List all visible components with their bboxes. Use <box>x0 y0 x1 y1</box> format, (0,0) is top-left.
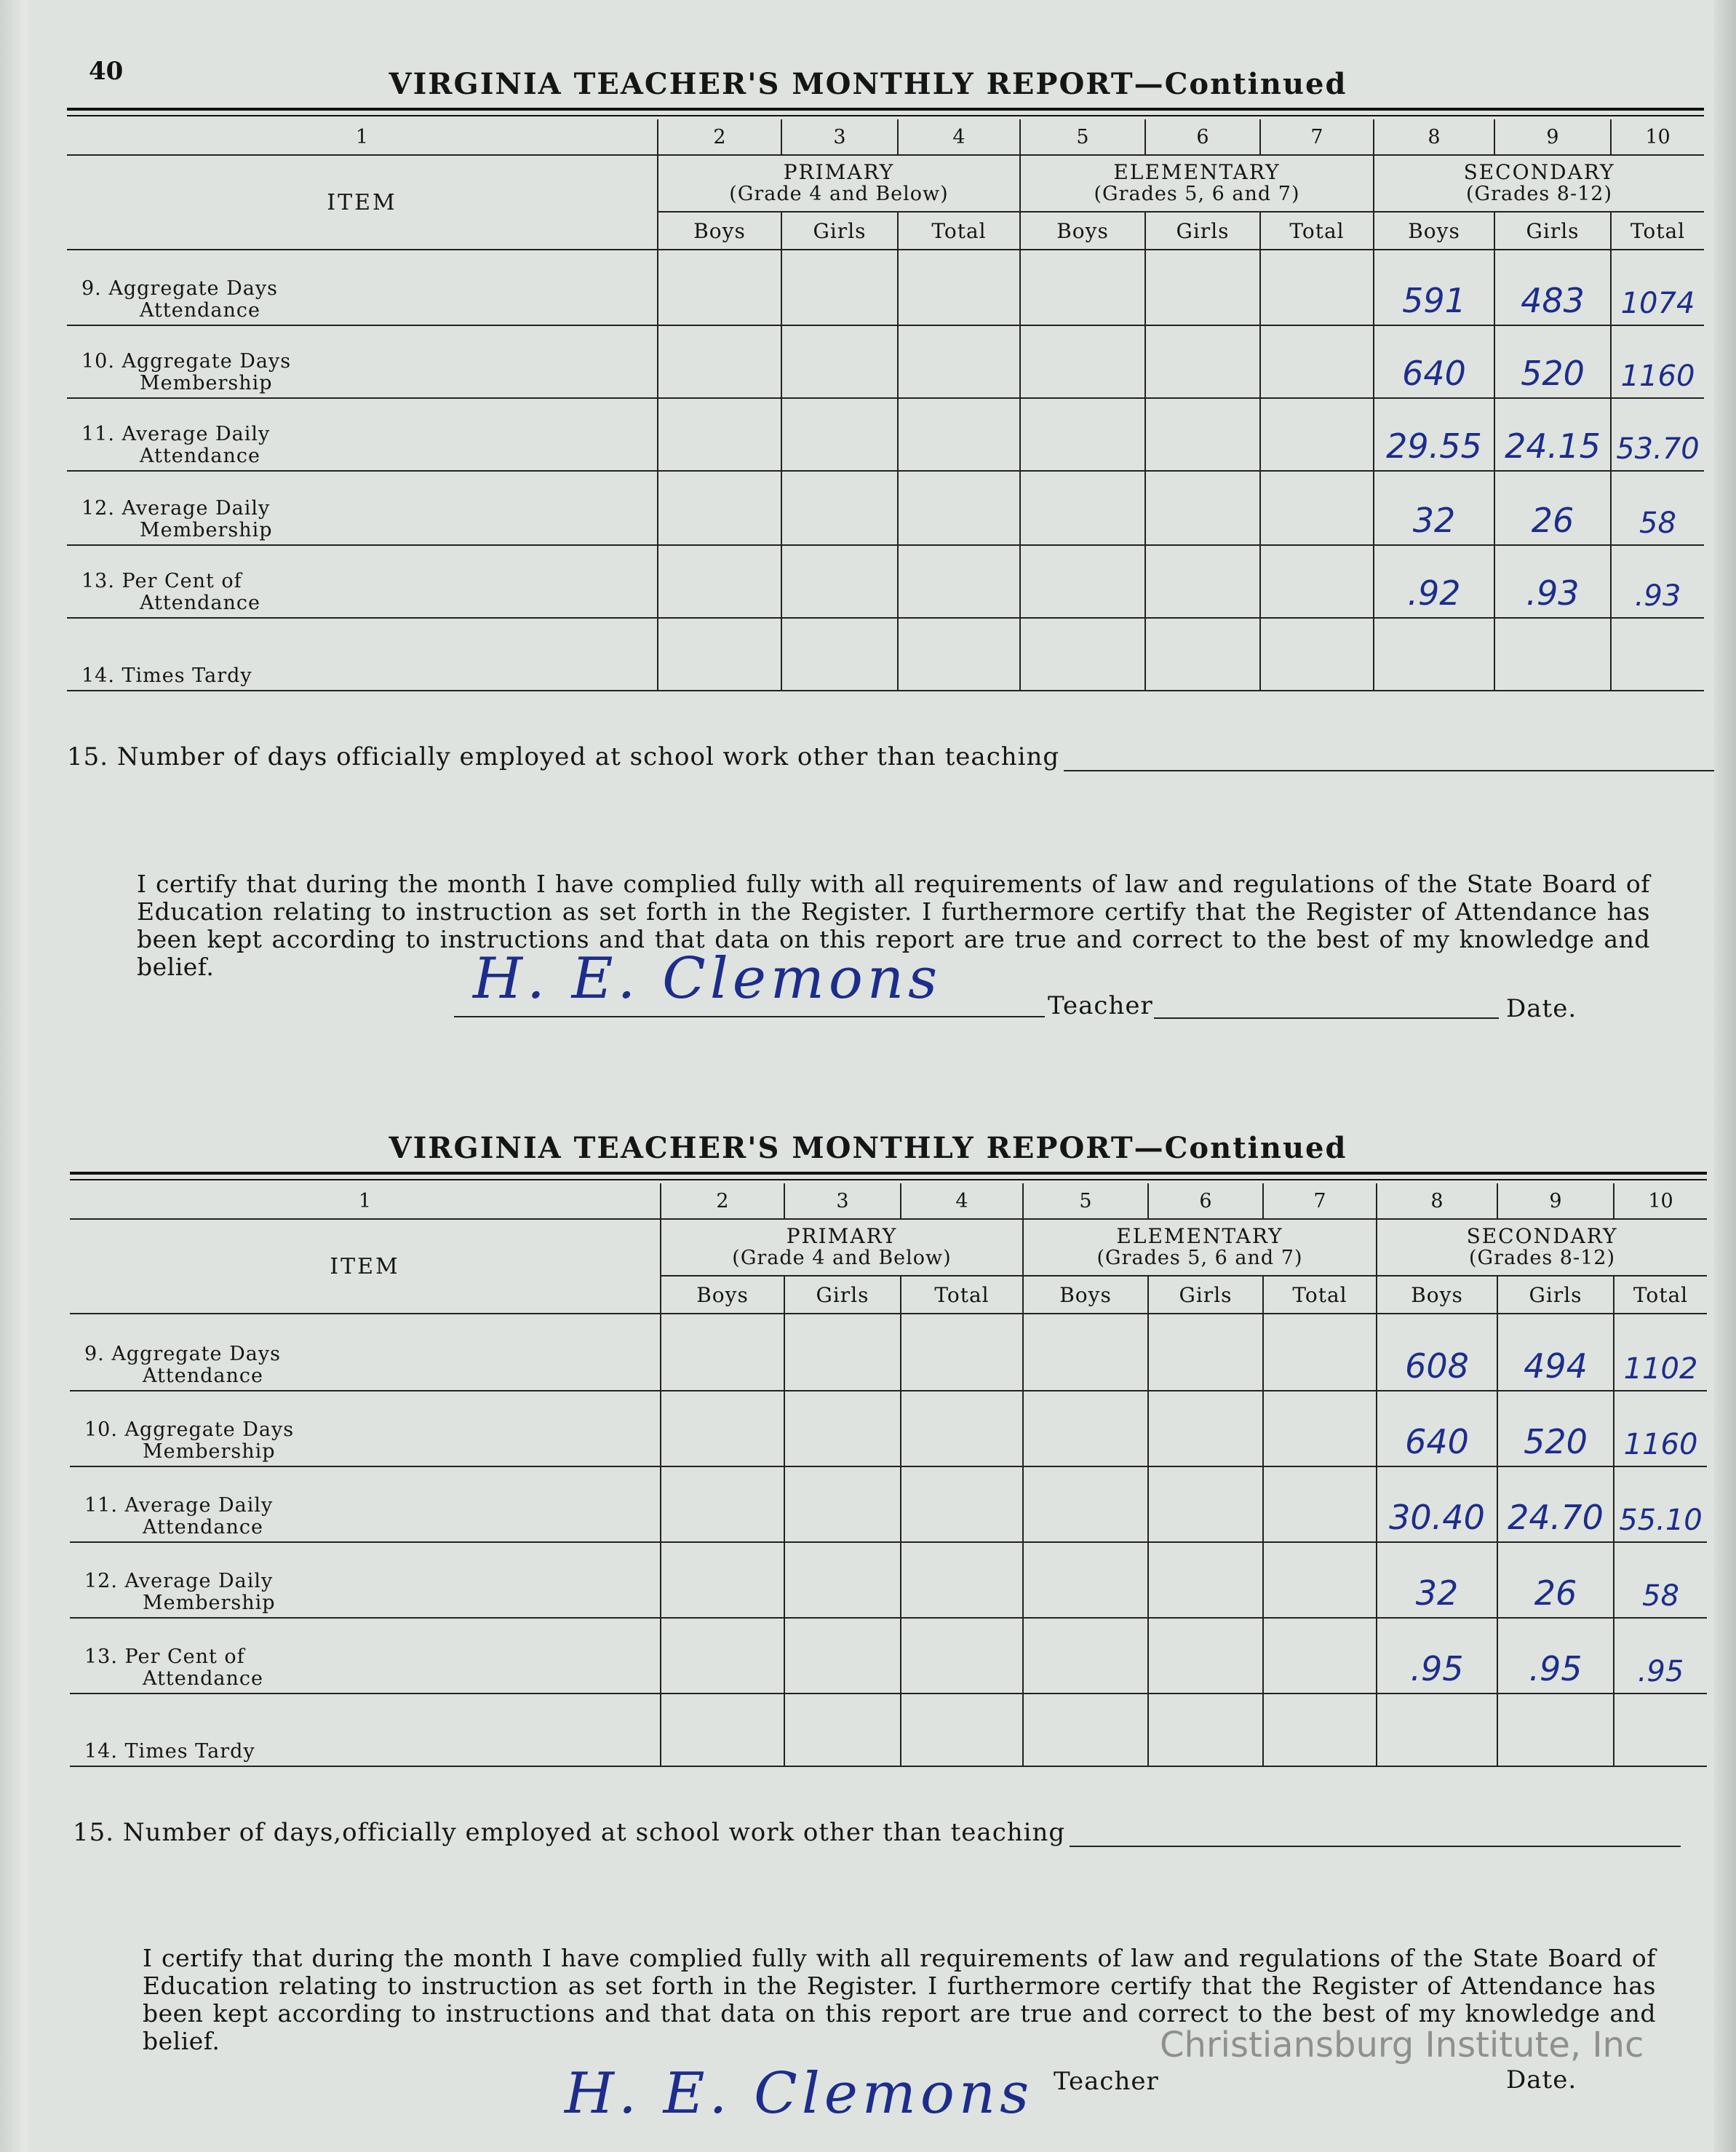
elementary-boys-cell[interactable] <box>1020 471 1145 545</box>
primary-boys-cell[interactable] <box>661 1314 784 1391</box>
report-title-2: VIRGINIA TEACHER'S MONTHLY REPORT—Continued <box>389 1131 1347 1165</box>
primary-boys-cell[interactable] <box>658 325 781 398</box>
elementary-girls-cell[interactable] <box>1145 250 1260 325</box>
secondary-boys-cell[interactable]: 32 <box>1377 1542 1497 1618</box>
table-row <box>70 1391 1707 1466</box>
row-label <box>70 1618 661 1694</box>
col-num-4: 4 <box>901 1183 1023 1219</box>
group-header-row <box>70 1219 1707 1276</box>
report-table-2 <box>70 1183 1707 1767</box>
secondary-girls-cell[interactable]: .93 <box>1494 545 1611 618</box>
secondary-total-header: Total <box>1611 212 1704 250</box>
secondary-total-cell[interactable]: 1160 <box>1614 1391 1707 1466</box>
secondary-total-cell[interactable]: 1160 <box>1611 325 1704 398</box>
elementary-total-cell[interactable] <box>1263 1618 1377 1694</box>
elementary-girls-cell[interactable] <box>1145 471 1260 545</box>
elementary-girls-cell[interactable] <box>1148 1391 1263 1466</box>
elementary-boys-cell[interactable] <box>1023 1466 1148 1542</box>
primary-girls-cell[interactable] <box>781 618 898 691</box>
secondary-total-cell[interactable]: 1102 <box>1614 1314 1707 1391</box>
row-label-line-1: 10. Aggregate Days <box>81 350 292 373</box>
item-header: ITEM <box>67 155 658 250</box>
elementary-total-cell[interactable] <box>1263 1466 1377 1542</box>
table-row <box>70 1466 1707 1542</box>
primary-sub: (Grade 4 and Below) <box>729 183 949 205</box>
primary-total-cell[interactable] <box>901 1466 1023 1542</box>
primary-boys-cell[interactable] <box>661 1542 784 1618</box>
primary-girls-cell[interactable] <box>784 1542 901 1618</box>
secondary-total-cell[interactable]: .95 <box>1614 1618 1707 1694</box>
primary-total-cell[interactable] <box>898 545 1020 618</box>
elementary-girls-cell[interactable] <box>1148 1542 1263 1618</box>
elementary-header <box>1023 1219 1377 1276</box>
teacher-signature-1: H. E. Clemons <box>473 946 942 1012</box>
row-label <box>70 1694 661 1766</box>
elementary-boys-cell[interactable] <box>1020 545 1145 618</box>
table-row <box>70 1314 1707 1391</box>
elementary-boys-cell[interactable] <box>1020 398 1145 471</box>
primary-girls-header: Girls <box>781 212 898 250</box>
secondary-total-cell[interactable]: 53.70 <box>1611 398 1704 471</box>
row-label-line-2: Attendance <box>140 592 260 614</box>
row-label <box>70 1314 661 1391</box>
elementary-total-cell[interactable] <box>1260 250 1374 325</box>
primary-boys-cell[interactable] <box>661 1391 784 1466</box>
primary-girls-cell[interactable] <box>784 1314 901 1391</box>
primary-girls-cell[interactable] <box>781 398 898 471</box>
row-label-line-1: 13. Per Cent of <box>81 570 242 592</box>
row-label <box>67 325 658 398</box>
secondary-boys-cell[interactable]: 640 <box>1374 325 1494 398</box>
primary-girls-header: Girls <box>784 1276 901 1314</box>
primary-total-cell[interactable] <box>901 1694 1023 1766</box>
primary-boys-header: Boys <box>661 1276 784 1314</box>
row-label <box>67 398 658 471</box>
secondary-girls-cell[interactable]: 520 <box>1494 325 1611 398</box>
primary-total-cell[interactable] <box>898 398 1020 471</box>
primary-boys-cell[interactable] <box>661 1694 784 1766</box>
col-num-6: 6 <box>1148 1183 1263 1219</box>
col-num-3: 3 <box>784 1183 901 1219</box>
primary-girls-cell[interactable] <box>784 1618 901 1694</box>
row-label <box>70 1542 661 1618</box>
secondary-girls-cell[interactable]: 494 <box>1497 1314 1614 1391</box>
secondary-sub: (Grades 8-12) <box>1469 1247 1615 1269</box>
col-num-2: 2 <box>658 119 781 155</box>
primary-total-cell[interactable] <box>898 471 1020 545</box>
page-number: 40 <box>89 57 124 86</box>
item-15-text: 15. Number of days officially employed at school work other than teaching <box>67 742 1060 771</box>
secondary-girls-cell[interactable]: 24.15 <box>1494 398 1611 471</box>
elementary-boys-cell[interactable] <box>1023 1542 1148 1618</box>
col-num-10: 10 <box>1611 119 1704 155</box>
table-row <box>67 398 1704 471</box>
elementary-total-header: Total <box>1263 1276 1377 1314</box>
secondary-boys-cell[interactable]: 640 <box>1377 1391 1497 1466</box>
elementary-girls-cell[interactable] <box>1148 1314 1263 1391</box>
row-label-line-1: 12. Average Daily <box>81 497 271 520</box>
col-num-3: 3 <box>781 119 898 155</box>
elementary-girls-cell[interactable] <box>1148 1694 1263 1766</box>
column-number-row <box>67 119 1704 155</box>
secondary-boys-cell[interactable] <box>1377 1694 1497 1766</box>
elementary-boys-header: Boys <box>1020 212 1145 250</box>
item-15-line-1 <box>67 742 1719 771</box>
primary-total-cell[interactable] <box>898 325 1020 398</box>
secondary-total-cell[interactable]: 58 <box>1611 471 1704 545</box>
row-label-line-2: Membership <box>140 372 273 394</box>
primary-girls-cell[interactable] <box>784 1694 901 1766</box>
col-num-1: 1 <box>70 1183 661 1219</box>
row-label-line-2: Membership <box>143 1440 276 1463</box>
row-label <box>67 618 658 691</box>
title-rule-1 <box>67 108 1704 111</box>
teacher-signature-2: H. E. Clemons <box>565 2061 1034 2127</box>
primary-boys-header: Boys <box>658 212 781 250</box>
row-label-line-1: 11. Average Daily <box>81 423 271 445</box>
row-label-line-1: 9. Aggregate Days <box>81 277 278 300</box>
secondary-boys-cell[interactable] <box>1374 618 1494 691</box>
primary-total-cell[interactable] <box>898 618 1020 691</box>
secondary-girls-header: Girls <box>1494 212 1611 250</box>
secondary-girls-cell[interactable]: 483 <box>1494 250 1611 325</box>
primary-boys-cell[interactable] <box>658 250 781 325</box>
elementary-total-cell[interactable] <box>1263 1314 1377 1391</box>
date-label-1: Date. <box>1506 994 1577 1023</box>
elementary-girls-cell[interactable] <box>1145 325 1260 398</box>
elementary-boys-cell[interactable] <box>1020 250 1145 325</box>
col-num-2: 2 <box>661 1183 784 1219</box>
primary-total-cell[interactable] <box>901 1314 1023 1391</box>
col-num-5: 5 <box>1023 1183 1148 1219</box>
col-num-6: 6 <box>1145 119 1260 155</box>
col-num-7: 7 <box>1263 1183 1377 1219</box>
elementary-total-cell[interactable] <box>1260 545 1374 618</box>
secondary-header <box>1377 1219 1707 1276</box>
elementary-total-cell[interactable] <box>1263 1694 1377 1766</box>
elementary-name: ELEMENTARY <box>1116 1224 1283 1248</box>
watermark: Christiansburg Institute, Inc <box>1160 2025 1644 2065</box>
primary-header <box>661 1219 1023 1276</box>
elementary-boys-cell[interactable] <box>1023 1391 1148 1466</box>
row-label <box>67 471 658 545</box>
secondary-girls-cell[interactable]: .95 <box>1497 1618 1614 1694</box>
secondary-boys-header: Boys <box>1374 212 1494 250</box>
row-label <box>67 545 658 618</box>
secondary-total-cell[interactable] <box>1611 618 1704 691</box>
certification-text-2: I certify that during the month I have complied fully with all requirements of law and regulations of the State Board of Education relating to instruction as set forth in the Register. I furthermore certify that the Register of Attendance has been kept according to instructions and that data on this report are true and correct to the best of my knowledge and belief. <box>143 1944 1656 2055</box>
elementary-total-header: Total <box>1260 212 1374 250</box>
secondary-sub: (Grades 8-12) <box>1466 183 1612 205</box>
date-label-2: Date. <box>1506 2065 1577 2095</box>
report-title-1: VIRGINIA TEACHER'S MONTHLY REPORT—Continued <box>389 67 1347 101</box>
secondary-total-header: Total <box>1614 1276 1707 1314</box>
primary-boys-cell[interactable] <box>661 1466 784 1542</box>
row-label-line-2: Attendance <box>143 1667 263 1690</box>
elementary-total-cell[interactable] <box>1263 1391 1377 1466</box>
elementary-girls-cell[interactable] <box>1148 1466 1263 1542</box>
elementary-girls-cell[interactable] <box>1145 398 1260 471</box>
primary-total-header: Total <box>901 1276 1023 1314</box>
row-label <box>70 1391 661 1466</box>
primary-total-cell[interactable] <box>898 250 1020 325</box>
table-row <box>70 1542 1707 1618</box>
signature-line-1 <box>454 1015 1045 1017</box>
title-rule-1b <box>67 115 1704 116</box>
certification-text-1: I certify that during the month I have complied fully with all requirements of law and regulations of the State Board of Education relating to instruction as set forth in the Register. I furthermore certify that the Register of Attendance has been kept according to instructions and that data on this report are true and correct to the best of my knowledge and belief. <box>137 870 1650 981</box>
primary-girls-cell[interactable] <box>781 471 898 545</box>
elementary-girls-cell[interactable] <box>1145 618 1260 691</box>
primary-total-header: Total <box>898 212 1020 250</box>
row-label-line-2: Membership <box>140 519 273 541</box>
table-row <box>67 618 1704 691</box>
elementary-girls-header: Girls <box>1145 212 1260 250</box>
primary-boys-cell[interactable] <box>658 398 781 471</box>
table-row <box>67 471 1704 545</box>
elementary-girls-cell[interactable] <box>1148 1618 1263 1694</box>
table-row <box>70 1618 1707 1694</box>
elementary-boys-header: Boys <box>1023 1276 1148 1314</box>
row-label-line-2: Attendance <box>143 1365 263 1387</box>
table-row <box>67 250 1704 325</box>
secondary-girls-cell[interactable]: 26 <box>1494 471 1611 545</box>
row-label-line-2: Attendance <box>140 299 260 322</box>
primary-name: PRIMARY <box>783 160 895 184</box>
secondary-total-cell[interactable]: .93 <box>1611 545 1704 618</box>
row-label-line-1: 10. Aggregate Days <box>84 1418 295 1441</box>
primary-girls-cell[interactable] <box>781 545 898 618</box>
secondary-total-cell[interactable]: 58 <box>1614 1542 1707 1618</box>
primary-boys-cell[interactable] <box>661 1618 784 1694</box>
primary-boys-cell[interactable] <box>658 618 781 691</box>
elementary-sub: (Grades 5, 6 and 7) <box>1094 183 1300 205</box>
elementary-total-cell[interactable] <box>1260 325 1374 398</box>
secondary-girls-cell[interactable]: 26 <box>1497 1542 1614 1618</box>
secondary-boys-cell[interactable]: 591 <box>1374 250 1494 325</box>
table-row <box>67 325 1704 398</box>
row-label <box>67 250 658 325</box>
col-num-4: 4 <box>898 119 1020 155</box>
secondary-boys-cell[interactable]: 608 <box>1377 1314 1497 1391</box>
elementary-girls-header: Girls <box>1148 1276 1263 1314</box>
primary-girls-cell[interactable] <box>781 250 898 325</box>
elementary-boys-cell[interactable] <box>1023 1618 1148 1694</box>
col-num-7: 7 <box>1260 119 1374 155</box>
title-rule-2 <box>70 1172 1707 1175</box>
elementary-total-cell[interactable] <box>1260 618 1374 691</box>
secondary-girls-cell[interactable] <box>1494 618 1611 691</box>
col-num-8: 8 <box>1374 119 1494 155</box>
elementary-boys-cell[interactable] <box>1020 618 1145 691</box>
secondary-boys-cell[interactable]: .92 <box>1374 545 1494 618</box>
elementary-girls-cell[interactable] <box>1145 545 1260 618</box>
item-15-line-2 <box>73 1818 1681 1847</box>
row-label-line-1: 12. Average Daily <box>84 1570 274 1592</box>
row-label-line-1: 9. Aggregate Days <box>84 1343 281 1365</box>
secondary-boys-header: Boys <box>1377 1276 1497 1314</box>
elementary-total-cell[interactable] <box>1263 1542 1377 1618</box>
table-row <box>70 1694 1707 1766</box>
secondary-boys-cell[interactable]: 32 <box>1374 471 1494 545</box>
elementary-boys-cell[interactable] <box>1023 1694 1148 1766</box>
row-label-line-2: Membership <box>143 1592 276 1614</box>
elementary-sub: (Grades 5, 6 and 7) <box>1096 1247 1303 1269</box>
primary-girls-cell[interactable] <box>784 1466 901 1542</box>
elementary-name: ELEMENTARY <box>1113 160 1281 184</box>
teacher-label-2: Teacher <box>1054 2067 1159 2096</box>
secondary-total-cell[interactable]: 1074 <box>1611 250 1704 325</box>
primary-total-cell[interactable] <box>901 1391 1023 1466</box>
primary-boys-cell[interactable] <box>658 471 781 545</box>
secondary-name: SECONDARY <box>1463 160 1615 184</box>
row-label-line-2: Attendance <box>140 445 260 467</box>
elementary-total-cell[interactable] <box>1260 398 1374 471</box>
row-label-line-1: 13. Per Cent of <box>84 1645 245 1668</box>
secondary-boys-cell[interactable]: 29.55 <box>1374 398 1494 471</box>
secondary-girls-cell[interactable] <box>1497 1694 1614 1766</box>
col-num-5: 5 <box>1020 119 1145 155</box>
group-header-row <box>67 155 1704 212</box>
row-label <box>70 1466 661 1542</box>
primary-boys-cell[interactable] <box>658 545 781 618</box>
secondary-girls-header: Girls <box>1497 1276 1614 1314</box>
item-header: ITEM <box>70 1219 661 1314</box>
secondary-total-cell[interactable] <box>1614 1694 1707 1766</box>
item-15-blank[interactable] <box>1064 748 1719 771</box>
elementary-total-cell[interactable] <box>1260 471 1374 545</box>
date-line-1[interactable] <box>1154 1016 1499 1019</box>
primary-total-cell[interactable] <box>901 1618 1023 1694</box>
secondary-boys-cell[interactable]: .95 <box>1377 1618 1497 1694</box>
primary-header <box>658 155 1020 212</box>
col-num-10: 10 <box>1614 1183 1707 1219</box>
primary-girls-cell[interactable] <box>781 325 898 398</box>
col-num-1: 1 <box>67 119 658 155</box>
secondary-girls-cell[interactable]: 520 <box>1497 1391 1614 1466</box>
secondary-name: SECONDARY <box>1466 1224 1618 1248</box>
elementary-boys-cell[interactable] <box>1023 1314 1148 1391</box>
secondary-girls-cell[interactable]: 24.70 <box>1497 1466 1614 1542</box>
row-label-line-1: 14. Times Tardy <box>81 664 252 687</box>
item-15-blank[interactable] <box>1070 1824 1681 1847</box>
column-number-row <box>70 1183 1707 1219</box>
primary-sub: (Grade 4 and Below) <box>732 1247 952 1269</box>
elementary-boys-cell[interactable] <box>1020 325 1145 398</box>
row-label-line-1: 11. Average Daily <box>84 1494 274 1517</box>
teacher-label-1: Teacher <box>1048 991 1153 1020</box>
title-rule-2b <box>70 1179 1707 1180</box>
primary-total-cell[interactable] <box>901 1542 1023 1618</box>
table-row <box>67 545 1704 618</box>
secondary-boys-cell[interactable]: 30.40 <box>1377 1466 1497 1542</box>
col-num-8: 8 <box>1377 1183 1497 1219</box>
col-num-9: 9 <box>1494 119 1611 155</box>
primary-name: PRIMARY <box>786 1224 898 1248</box>
row-label-line-2: Attendance <box>143 1516 263 1538</box>
primary-girls-cell[interactable] <box>784 1391 901 1466</box>
col-num-9: 9 <box>1497 1183 1614 1219</box>
item-15-text: 15. Number of days,officially employed at school work other than teaching <box>73 1818 1066 1847</box>
secondary-header <box>1374 155 1704 212</box>
report-table-1 <box>67 119 1704 691</box>
row-label-line-1: 14. Times Tardy <box>84 1740 255 1763</box>
elementary-header <box>1020 155 1374 212</box>
secondary-total-cell[interactable]: 55.10 <box>1614 1466 1707 1542</box>
